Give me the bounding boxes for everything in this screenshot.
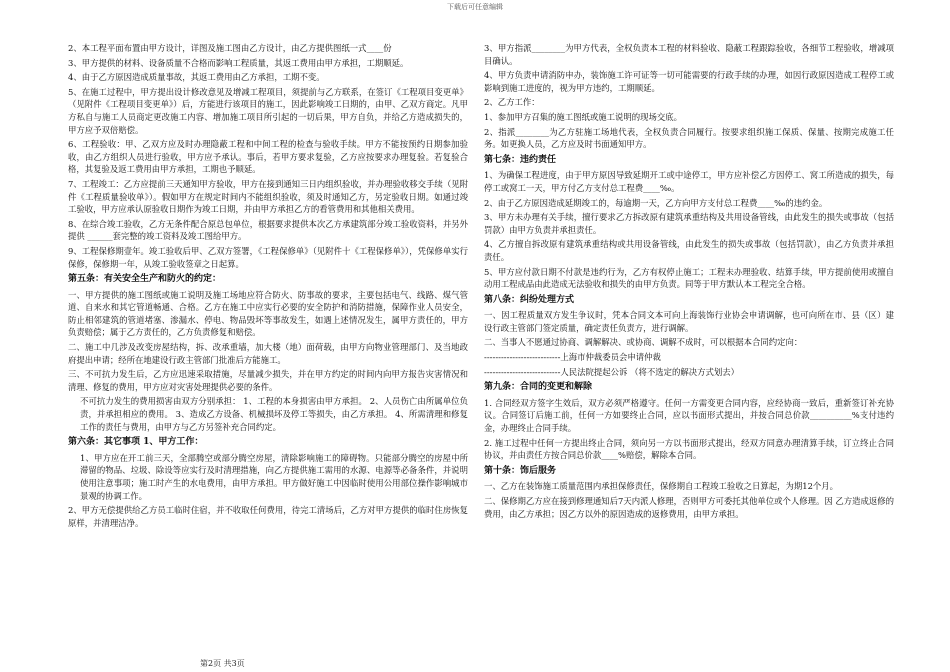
clause-paragraph: 二、保修期乙方应在接到修理通知后7天内派人修理，否则甲方可委托其他单位或个人修理。因 乙方造成返修的费用，由乙方承担；因乙方以外的原因造成的返修费用，由甲方承担。 (484, 496, 894, 519)
clause-paragraph: 不可抗力发生的费用损害由双方分别承担： 1、工程的本身损害由甲方承担。 2、人员伤亡由所属单位负责，并承担相应的费用。 3、造成乙方设备、机械损坏及停工等损失，由乙方承担。 4、所需清理和修复工作的责任与费用，由甲方与乙方另签补充合同约定。 (80, 396, 468, 432)
clause-paragraph: 5、甲方应付款日期不付款是违约行为，乙方有权停止施工；工程未办理验收、结算手续，甲方提前使用或擅自动用工程成品由此造成无法验收和损失的由甲方负责。同等于甲方默认本工程完全合格。 (484, 266, 894, 290)
clause-paragraph: 5、在施工过程中，甲方提出设计修改意见及增减工程项目，须提前与乙方联系，在签订《工程项目变更单》（见附件《工程项目变更单》）后，方能进行该项目的施工，因此影响竣工日期的，由甲、乙双方商定。凡甲方私自与施工人员商定更改施工内容、增加施工项目所引起的一切后果，甲方自负，并给乙方造成损失的，甲方应予双倍赔偿。 (68, 86, 468, 135)
clause-paragraph: 2. 施工过程中任何一方提出终止合同，须向另一方以书面形式提出，经双方同意办理清算手续，订立终止合同协议，并由责任方按合同总价款____%赔偿，解除本合同。 (484, 437, 894, 461)
clause-paragraph: 2、本工程平面布置由甲方设计，详图及施工图由乙方设计，由乙方提供图纸一式____份 (68, 43, 392, 53)
clause-paragraph: 一、甲方提供的施工图纸或施工说明及施工场地应符合防火、防事故的要求，主要包括电气、线路、煤气管道、自来水和其它管道畅通、合格。乙方在施工中应实行必要的安全防护和消防措施，保障作业人员安全，防止相邻建筑的管道堵塞、渗漏水、停电、物品毁坏等事故发生，如遇上述情况发生，属甲方责任的，甲方负责赔偿；属于乙方责任的，乙方负责修复和赔偿。 (68, 289, 468, 338)
clause-paragraph: 2、指派________为乙方驻施工场地代表，全权负责合同履行。按要求组织施工保质、保量、按期完成施工任务。如更换人员，乙方应及时书面通知甲方。 (484, 126, 894, 150)
clause-paragraph: 9、工程保修期壹年。竣工验收后甲、乙双方签署，《工程保修单》（见附件十《工程保修单》），凭保修单实行保修，保修期一年，从竣工验收签章之日起算。 (68, 245, 468, 269)
clause-paragraph: 2、乙方工作： (484, 97, 540, 108)
clause-paragraph: 二、当事人不愿通过协商、调解解决、或协商、调解不成时，可以根据本合同约定向： (484, 337, 803, 348)
clause-paragraph: 1、甲方应在开工前三天，全部腾空或部分腾空房屋，清除影响施工的障碍物。只能部分腾空的房屋中所滞留的物品、垃圾、除设等应实行及时清理措施，向乙方提供施工需用的水源、电源等必备条件，并说明使用注意事项；施工时产生的水电费用，由甲方承担。甲方做好施工中因临时使用公用部位操作影响城市景观的协调工作。 (80, 452, 468, 501)
clause-paragraph: 一、因工程质量双方发生争议时，凭本合同文本可向上海装饰行业协会申请调解，也可向所在市、县（区）建设行政主管部门签定质量，确定责任负责方，进行调解。 (484, 310, 894, 333)
section-heading: 第九条：合同的变更和解除 (484, 382, 593, 393)
section-heading: 第七条：违约责任 (484, 154, 557, 165)
left-column (68, 42, 468, 531)
section-heading: 第五条：有关安全生产和防火的约定： (68, 274, 222, 285)
clause-paragraph: 1、为确保工程进度，由于甲方原因导致延期开工或中途停工，甲方应补偿乙方因停工、窝工所造成的损失，每 停工或窝工一天，甲方付乙方支付总工程费____‰。 (484, 170, 894, 193)
section-heading: 第十条：饰后服务 (484, 465, 557, 476)
clause-paragraph: 2、由于乙方原因造成延期竣工的，每逾期一天，乙方向甲方支付总工程费____‰的违约金。 (484, 197, 828, 208)
page-header-note: 下载后可任意编辑 (447, 3, 503, 11)
clause-paragraph: 4、乙方擅自拆改原有建筑承重结构或共用设备管线，由此发生的损失或事故（包括罚款），由乙方负责并承担责任。 (484, 239, 894, 262)
page-number: 第2页 共3页 (200, 659, 245, 668)
clause-paragraph: 4、由于乙方原因造成质量事故，其返工费用由乙方承担，工期不变。 (68, 72, 325, 83)
clause-paragraph: 7、工程竣工：乙方应提前三天通知甲方验收，甲方在接到通知三日内组织验收，并办理验收移交手续（见附件《工程质量验收单》）。假如甲方在规定时间内不能组织验收，须及时通知乙方，另定验收日期。如通过竣工验收，甲方应承认原验收日期作为竣工日期，并由甲方承担乙方的看管费用和其他相关费用。 (68, 178, 468, 215)
clause-paragraph: 8、在综合竣工验收，乙方无条件配合原总包单位，根据要求提供本次乙方承建筑部分竣工验收资料，并另外提供 ______套完整的竣工资料及竣工图给甲方。 (68, 218, 468, 242)
clause-paragraph: 4、甲方负责申请消防申办，装饰施工许可证等一切可能需要的行政手续的办理，如因行政原因造成工程停工或影响到施工进度的，视为甲方违约，工期顺延。 (484, 70, 894, 93)
right-column (484, 42, 894, 522)
clause-paragraph: 1、参加甲方召集的施工图纸或施工说明的现场交底。 (484, 111, 682, 122)
clause-paragraph: 6、工程验收：甲、乙双方应及时办理隐蔽工程和中间工程的检查与验收手续。甲方不能按预约日期参加验收，由乙方组织人员进行验收，甲方应予承认。事后，若甲方要求复验，乙方应按要求办理复验。若复验合格，其复验及返工费用由甲方承担，工期也予顺延。 (68, 139, 468, 175)
section-heading: 第八条：纠纷处理方式 (484, 294, 575, 305)
clause-paragraph: 二、施工中几涉及改变房屋结构，拆、改承重墙，加大楼（地）面荷载，由甲方向物业管理部门、及当地政府提出申请；经所在地建设行政主管部门批准后方能施工。 (68, 342, 468, 365)
clause-paragraph: 三、不可抗力发生后，乙方应迅速采取措施，尽量减少损失，并在甲方约定的时间内向甲方报告灾害情况和清理、修复的费用，甲方应对灾害处理提供必要的条件。 (68, 369, 468, 392)
clause-paragraph: 2、甲方无偿提供给乙方员工临时住宿，并不收取任何费用，待完工清场后，乙方对甲方提供的临时住房恢复原样，并清理洁净。 (68, 505, 468, 528)
clause-paragraph: 1. 合同经双方签字生效后，双方必须严格遵守。任何一方需变更合同内容，应经协商一致后，重新签订补充协议。合同签订后施工前，任何一方如要终止合同，应以书面形式提出，并按合同总价款__________%支付违约金，办理终止合同手续。 (484, 397, 894, 434)
clause-paragraph: 3、甲方未办理有关手续，擅行要求乙方拆改原有建筑承重结构及共用设备管线，由此发生的损失或事故（包括罚款）由甲方负责并承担责任。 (484, 212, 894, 235)
clause-paragraph: 3、甲方提供的材料、设备质量不合格而影响工程质量，其返工费用由甲方承担，工期顺延。 (68, 57, 409, 68)
clause-paragraph: ---------------------------人民法院提起公诉 （将不选定的解决方式划去） (484, 366, 739, 377)
clause-paragraph: 一、乙方在装饰施工质量范围内承担保修责任，保修期自工程竣工验收之日算起，为期12个月。 (484, 481, 839, 492)
clause-paragraph: 3、甲方指派________为甲方代表，全权负责本工程的材料验收、隐蔽工程跟踪验收，各细节工程验收，增减项目确认。 (484, 43, 894, 66)
clause-paragraph: ---------------------------上海市仲裁委员会申请仲裁 (484, 352, 661, 363)
section-heading: 第六条：其它事项 1、甲方工作： (68, 437, 204, 448)
